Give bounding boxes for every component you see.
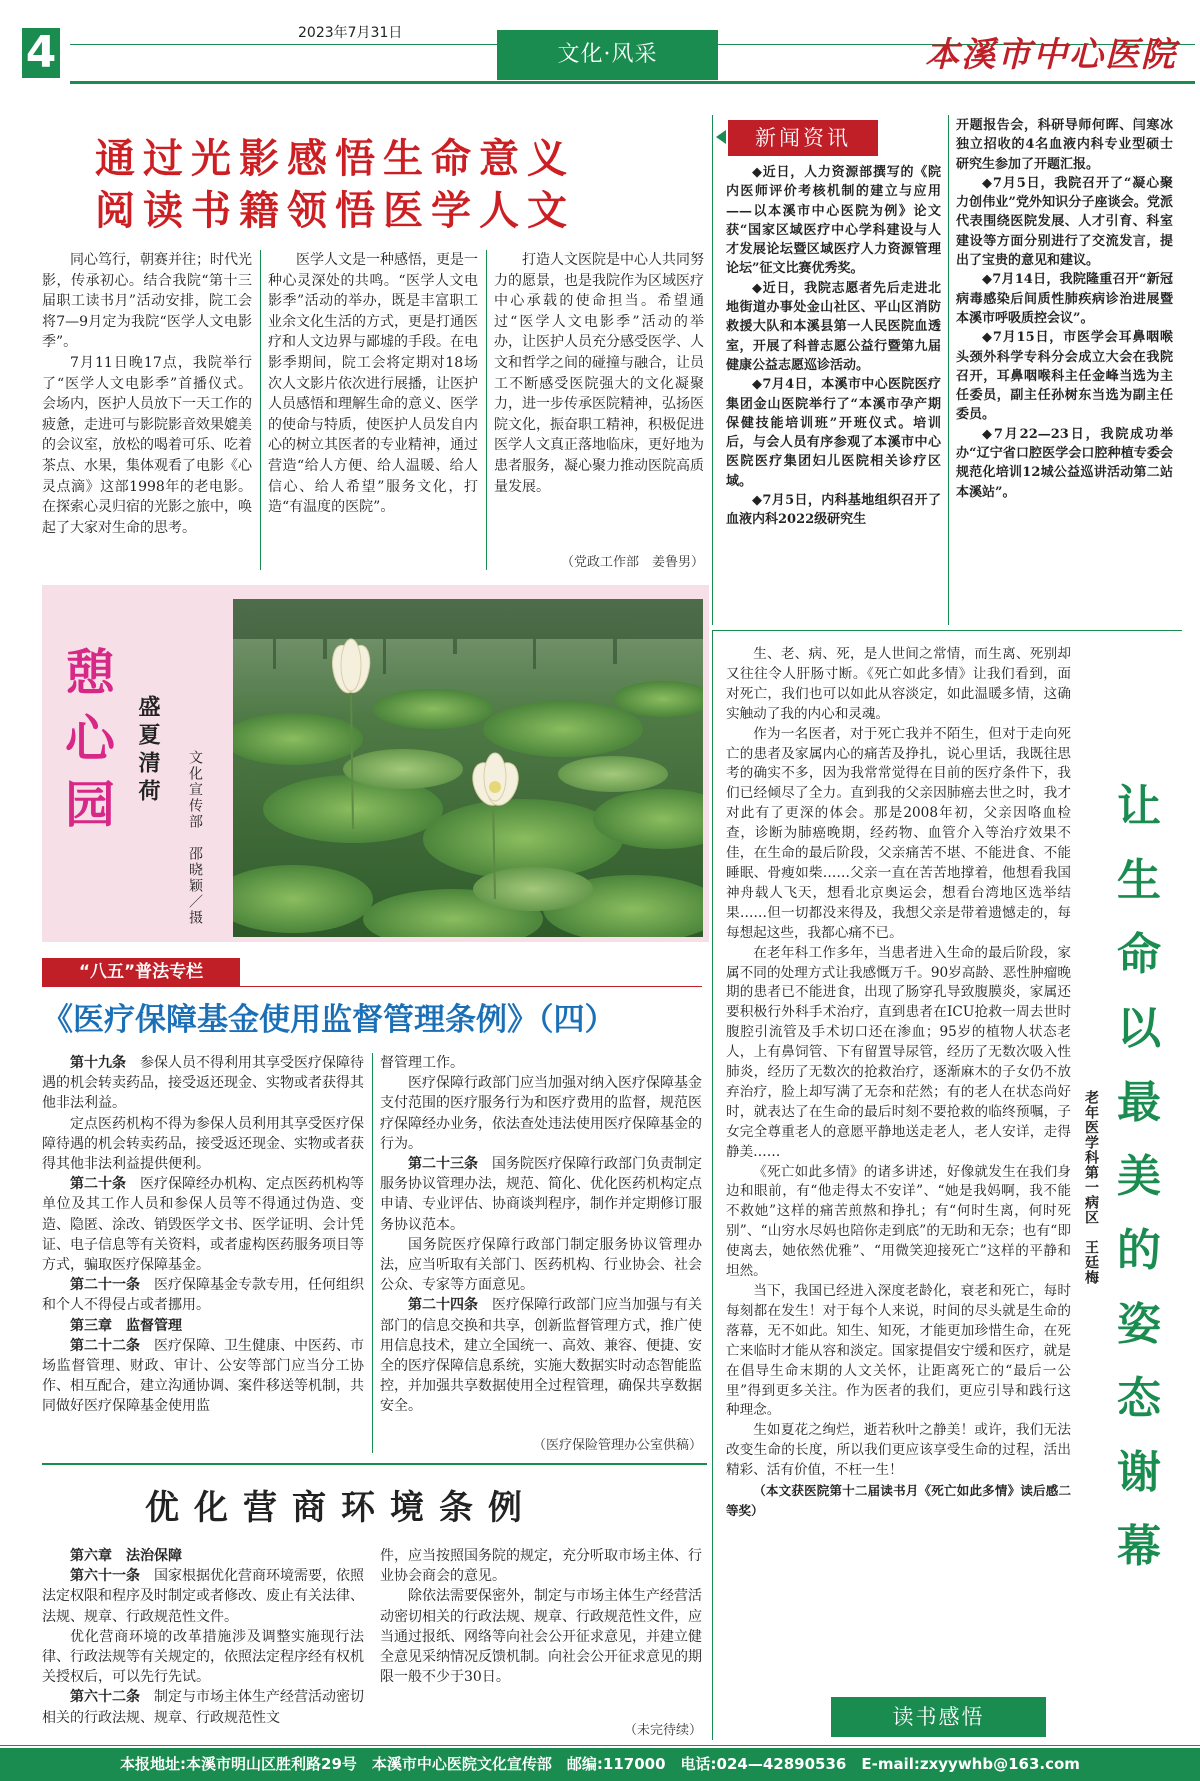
paragraph: 生如夏花之绚烂，逝若秋叶之静美！或许，我们无法改变生命的长度，所以我们更应该享受生命的过程，活出精彩、活有价值，不枉一生！	[726, 1422, 1071, 1479]
law-clause	[380, 1546, 702, 1586]
paragraph: 医学人文是一种感悟，更是一种心灵深处的共鸣。“医学人文电影季”活动的举办，既是丰富职工业余文化生活的方式，更是打通医疗和人文边界与鄙墟的手段。在电影季期间，院工会将定期对18场次人文影片依次进行展播，让医护人员感悟和理解生命的意义、医学的使命与特质，使医护人员发自内心的树立其医者的专业精神，通过营造“给人方便、给人温暖、给人信心、给人希望”服务文化，打造“有温度的医院”。	[268, 252, 478, 516]
law-clause	[42, 1275, 364, 1315]
essay-author: 老年医学科第一病区 王廷梅	[1083, 1090, 1099, 1285]
law2-signature: （未完待续）	[623, 1723, 702, 1738]
law-clause	[380, 1073, 702, 1154]
paragraph: 打造人文医院是中心人共同努力的愿景，也是我院作为区域医疗中心承载的使命担当。希望通过“医学人文电影季”活动的举办，让医护人员充分感受医学、人文和哲学之间的碰撞与融合，让员工不断感受医院强大的文化凝聚力，进一步传承医院精神，弘扬医院文化，振奋职工精神，积极促进医学人文真正落地临床，更好地为患者服务，凝心聚力推动医院高质量发展。	[494, 252, 704, 495]
clause-text: 参保人员不得利用其享受医疗保障待遇的机会转卖药品，接受返还现金、实物或者获得其他非法利益。	[42, 1055, 364, 1112]
footer-info: 本报地址:本溪市明山区胜利路29号 本溪市中心医院文化宣传部 邮编:117000 电话:024—42890536 E-mail:zxyywhb@163.com	[0, 1748, 1200, 1781]
paragraph: 当下，我国已经进入深度老龄化，衰老和死亡，每时每刻都在发生！对于每个人来说，时间的尽头就是生命的落幕，无不如此。知生、知死，才能更加珍惜生命，在死亡来临时才能从容和淡定。国家提倡安宁缓和医疗，就是在倡导生命末期的人文关怀，让距离死亡的“最后一公里”得到更多关注。作为医者的我们，更应引导和践行这种理念。	[726, 1283, 1071, 1419]
column-name	[60, 640, 120, 838]
clause-lead: 第六十一条	[70, 1568, 140, 1585]
hospital-logo-text: 本溪市中心医院	[925, 35, 1177, 75]
law2-title: 优化营商环境条例	[145, 1488, 537, 1528]
clause-text: 国务院医疗保障行政部门制定服务协议管理办法，应当听取有关部门、医药机构、行业协会、社会公众、专家等方面意见。	[380, 1236, 702, 1294]
clause-lead: 第二十二条	[70, 1337, 140, 1354]
clause-text: 医疗保障基金专款专用，任何组织和个人不得侵占或者挪用。	[42, 1277, 364, 1314]
news-item: ◆7月14日，我院隆重召开“新冠病毒感染后间质性肺疾病诊治进展暨本溪市呼吸质控会议”。	[956, 272, 1173, 326]
column-divider	[948, 115, 949, 625]
clause-text: 医疗保障行政部门应当加强对纳入医疗保障基金支付范围的医疗服务行为和医疗费用的监督，规范医疗保障经办业务，依法查处违法使用医疗保障基金的行为。	[380, 1075, 702, 1152]
article1-column-3	[494, 250, 704, 497]
clause-lead: 第二十条	[70, 1176, 126, 1193]
news-item: ◆7月5日，内科基地组织召开了血液内科2022级研究生	[726, 493, 941, 528]
news-item: ◆7月5日，我院召开了“凝心聚力创伟业”党外知识分子座谈会。党派代表围绕医院发展、人才引育、科室建设等方面分别进行了交流发言，提出了宝贵的意见和建议。	[956, 175, 1173, 269]
clause-text: 医疗保障、卫生健康、中医药、市场监督管理、财政、审计、公安等部门应当分工协作、相互配合，建立沟通协调、案件移送等机制，共同做好医疗保障基金使用监	[42, 1337, 364, 1415]
section-title: 文化·风采	[497, 30, 718, 80]
law-chapter	[42, 1316, 364, 1336]
law-clause	[380, 1295, 702, 1416]
footer-rule	[0, 1745, 1200, 1746]
law-column-tag: “八五”普法专栏	[42, 958, 240, 987]
law-clause	[42, 1336, 364, 1417]
clause-text: 定点医药机构不得为参保人员利用其享受医疗保障待遇的机会转卖药品，接受返还现金、实物或者获得其他非法利益提供便利。	[42, 1115, 364, 1173]
clause-text: 医疗保障行政部门应当加强与有关部门的信息交换和共享，创新监督管理方式，推广使用信息技术，建立全国统一、高效、兼容、便捷、安全的医疗保障信息系统，实施大数据实时动态智能监控，并加强共享数据使用全过程管理，确保共享数据安全。	[380, 1297, 702, 1415]
article-title-line1: 通过光影感悟生命意义	[95, 136, 575, 182]
photo-credit: 文化宣传部 邵晓颖／摄	[187, 750, 203, 926]
issue-date: 2023年7月31日	[298, 25, 403, 41]
column-divider	[372, 1053, 373, 1453]
clause-lead: 第二十一条	[70, 1277, 140, 1294]
clause-lead: 第二十四条	[408, 1297, 478, 1314]
law-clause	[42, 1566, 364, 1627]
column-name-text: 憩心园	[65, 644, 115, 834]
law-clause	[380, 1235, 702, 1296]
column-divider	[260, 250, 261, 570]
article1-signature: （党政工作部 姜鲁男）	[560, 555, 704, 570]
news-item: ◆近日，人力资源部撰写的《院内医师评价考核机制的建立与应用——以本溪市中心医院为例》论文获“国家区域医疗中心学科建设与人才发展论坛暨区域医疗人力资源管理论坛”征文比赛优秀奖。	[726, 165, 941, 277]
law1-title: 《医疗保障基金使用监督管理条例》（四）	[42, 1002, 616, 1038]
reading-section-tag: 读书感悟	[831, 1697, 1046, 1737]
lotus-photo-image	[233, 599, 703, 937]
law-clause	[42, 1687, 364, 1727]
essay-note: （本文获医院第十二届读书月《死亡如此多情》读后感二等奖）	[726, 1483, 1071, 1518]
column-divider	[486, 250, 487, 570]
essay-title-text: 让生命以最美的姿态谢幕	[1117, 781, 1161, 1572]
law-chapter	[42, 1546, 364, 1566]
column-divider	[712, 630, 713, 1740]
clause-text: 优化营商环境的改革措施涉及调整实施现行法律、行政法规等有关规定的，依照法定程序经有权机关授权后，可以先行先试。	[42, 1628, 364, 1686]
news-item: ◆7月4日，本溪市中心医院医疗集团金山医院举行了“本溪市孕产期保健技能培训班”开班仪式。培训后，与会人员有序参观了本溪市中心医院医疗集团妇儿医院相关诊疗区域。	[726, 377, 941, 489]
law-clause	[42, 1627, 364, 1688]
news-item: ◆7月22—23日，我院成功举办“辽宁省口腔医学会口腔种植专委会规范化培训12城公益巡讲活动第二站本溪站”。	[956, 426, 1173, 500]
clause-lead: 第十九条	[70, 1055, 126, 1071]
header-rule-bottom	[70, 81, 1195, 84]
clause-text: 除依法需要保密外，制定与市场主体生产经营活动密切相关的行政法规、规章、行政规范性文件，应当通过报纸、网络等向社会公开征求意见，并建立健全意见采纳情况反馈机制。向社会公开征求意见的期限一般不少于30日。	[380, 1588, 702, 1686]
clause-text: 督管理工作。	[380, 1055, 464, 1071]
clause-text: 医疗保障经办机构、定点医药机构等单位及其工作人员和参保人员等不得通过伪造、变造、隐匿、涂改、销毁医学文书、医学证明、会计凭证、电子信息等有关资料，或者虚构医药服务项目等方式，骗取医疗保障基金。	[42, 1176, 364, 1274]
article-title-line2: 阅读书籍领悟医学人文	[95, 188, 575, 234]
essay-title	[1107, 770, 1171, 1584]
paragraph: 7月11日晚17点，我院举行了“医学人文电影季”首播仪式。会场内，医护人员放下一天工作的疲惫，走进可与影院影音效果媲美的会议室，放松的喝着可乐、吃着茶点、水果，集体观看了电影《心灵点滴》这部1998年的老电影。在探索心灵归宿的光影之旅中，唤起了大家对生命的思考。	[42, 354, 252, 536]
news-column-1	[726, 163, 941, 530]
law-clause	[42, 1053, 364, 1114]
clause-text: 制定与市场主体生产经营活动密切相关的行政法规、规章、行政规范性文	[42, 1689, 364, 1726]
paragraph: 在老年科工作多年，当患者进入生命的最后阶段，家属不同的处理方式让我感慨万千。90岁高龄、恶性肿瘤晚期的患者已不能进食，出现了肠穿孔导致腹膜炎，家属还要积极行外科手术治疗，直到患者在ICU抢救一周去世时腹腔引流管及手术切口还在渗血；95岁的植物人状态老人，上有鼻饲管、下有留置导尿管，经历了无数次吸入性肺炎，经历了无数次的抢救治疗，逐渐麻木的子女仍不放弃治疗，脸上却写满了无奈和茫然；有的老人在状态尚好时，就表达了在生命的最后时刻不要抢救的临终预嘱，子女完全尊重老人的意愿平静地送走老人，老人安详，走得静美……	[726, 944, 1071, 1160]
paragraph: 同心笃行，朝赛并往；时代光影，传承初心。结合我院“第十三届职工读书月”活动安排，院工会将7—9月定为我院“医学人文电影季”。	[42, 252, 252, 351]
paragraph: 作为一名医者，对于死亡我并不陌生，但对于走向死亡的患者及家属内心的痛苦及挣扎，说心里话，我既往思考的确实不多，因为我常常觉得在目前的医疗条件下，我们已经倾尽了全力。直到我的父亲因肺癌去世之时，我才对此有了更深的体会。那是2008年初，父亲因咯血检查，诊断为肺癌晚期，经药物、血管介入等治疗效果不佳，在生命的最后阶段，父亲痛苦不堪、不能进食、不能睡眠、骨瘦如柴……父亲一直在苦苦地撑着，他想看我国神舟载人飞天，想看北京奥运会，想看台湾地区选举结果……但一切都没来得及，我想父亲是带着遗憾走的，每每想起这些，我都心痛不已。	[726, 725, 1071, 941]
photo-title: 盛夏清荷	[135, 695, 160, 807]
chapter-heading: 第三章 监督管理	[70, 1317, 182, 1334]
law-clause	[42, 1174, 364, 1275]
clause-text: 国家根据优化营商环境需要，依照法定权限和程序及时制定或者修改、废止有关法律、法规、规章、行政规范性文件。	[42, 1568, 364, 1625]
clause-lead: 第二十三条	[408, 1156, 478, 1173]
clause-text: 件，应当按照国务院的规定，充分听取市场主体、行业协会商会的意见。	[380, 1548, 702, 1585]
law2-column-2	[380, 1546, 702, 1687]
news-item: 开题报告会，科研导师何晖、闫寒冰独立招收的4名血液内科专业型硕士研究生参加了开题汇报。	[956, 118, 1173, 172]
article1-column-2	[268, 250, 478, 518]
law-clause	[380, 1586, 702, 1687]
paragraph: 《死亡如此多情》的诸多讲述，好像就发生在我们身边和眼前，有“他走得太不安详”、“她是我妈啊，我不能不救她”这样的痛苦煎熬和挣扎；有“何时生离，何时死别”、“山穷水尽妈也陪你走到底”的无助和无奈；也有“即使离去，她依然优雅”、“用微笑迎接死亡”这样的平静和坦然。	[726, 1163, 1071, 1280]
lotus-photo	[233, 599, 703, 937]
essay-body	[726, 645, 1071, 1521]
triangle-marker-icon	[716, 130, 726, 144]
law-clause	[380, 1154, 702, 1235]
law2-column-1	[42, 1546, 364, 1728]
chapter-heading: 第六章 法治保障	[70, 1548, 182, 1564]
paragraph: 生、老、病、死，是人世间之常情，而生离、死别却又往往令人肝肠寸断。《死亡如此多情》让我们看到，面对死亡，我们也可以如此从容淡定，如此温暖多情，这确实触动了我的内心和灵魂。	[726, 646, 1071, 722]
news-item: ◆7月15日，市医学会耳鼻咽喉头颈外科学专科分会成立大会在我院召开，耳鼻咽喉科主任金峰当选为主任委员，副主任孙树东当选为副主任委员。	[956, 330, 1173, 423]
news-item: ◆近日，我院志愿者先后走进北地街道办事处金山社区、平山区消防救援大队和本溪县第一人民医院血透室，开展了科普志愿公益行暨第九届健康公益志愿巡诊活动。	[726, 280, 941, 373]
law-tag-rule	[240, 986, 702, 987]
clause-lead: 第六十二条	[70, 1689, 140, 1706]
law1-signature: （医疗保险管理办公室供稿）	[532, 1438, 702, 1453]
law1-column-1	[42, 1053, 364, 1417]
page-number: 4	[22, 28, 60, 78]
clause-text: 国务院医疗保障行政部门负责制定服务协议管理办法，规范、简化、优化医药机构定点申请、专业评估、协商谈判程序，制作并定期修订服务协议范本。	[380, 1156, 702, 1233]
news-column-2	[956, 116, 1173, 502]
section-divider	[42, 1463, 707, 1465]
law1-column-2	[380, 1053, 702, 1417]
law-clause	[380, 1053, 702, 1073]
law-clause	[42, 1114, 364, 1175]
news-section-badge: 新闻资讯	[728, 120, 878, 156]
column-divider	[712, 115, 713, 625]
article1-column-1	[42, 250, 252, 538]
section-divider	[712, 630, 1182, 631]
